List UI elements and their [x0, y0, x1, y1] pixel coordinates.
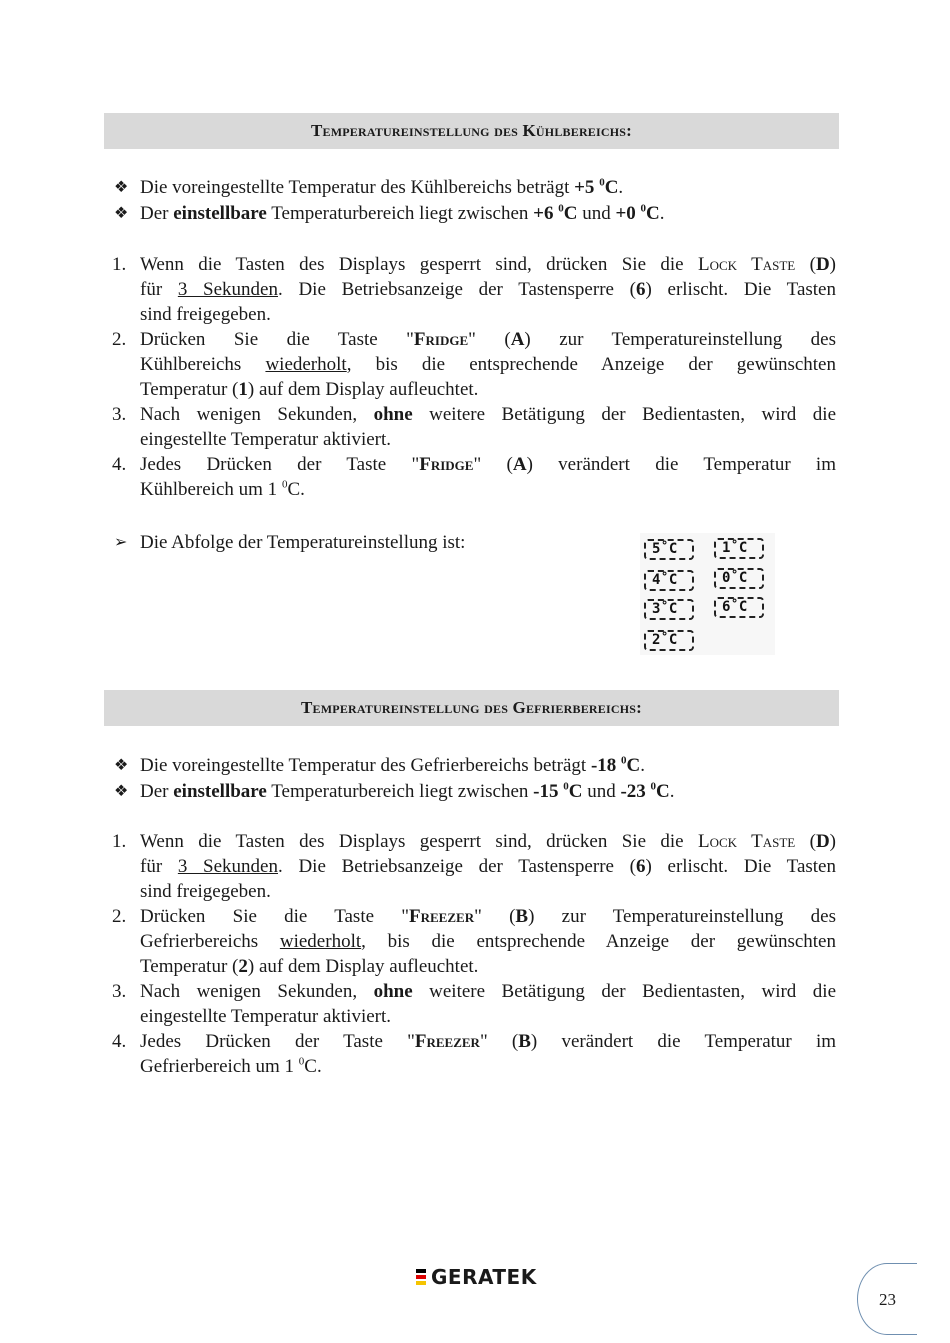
- bullet-default-temp: ❖ Die voreingestellte Temperatur des Gefrierbereichs beträgt -18 $^0$C.: [112, 753, 842, 779]
- diamond-bullet-icon: ❖: [114, 205, 129, 222]
- display-cell: 4˚C: [644, 570, 694, 591]
- bullet-list-freezer: [112, 753, 842, 805]
- bullet-list-fridge: [112, 175, 842, 227]
- diamond-bullet-icon: ❖: [114, 757, 129, 774]
- step-item: 2. Drücken Sie die Taste "Fridge" (A) zur Temperatureinstellung des Kühlbereichs wiederholt, bis die entsprechende Anzeige der gewünschten Temperatur (1) auf dem Display aufleuchtet.: [112, 329, 836, 400]
- section-heading-freezer: Temperatureinstellung des Gefrierbereichs:: [104, 690, 839, 726]
- display-cell: 5˚C: [644, 539, 694, 560]
- step-item: 1. Wenn die Tasten des Displays gesperrt sind, drücken Sie die Lock Taste (D) für 3 Sekunden. Die Betriebsanzeige der Tastensperre (6) erlischt. Die Tasten sind freigegeben.: [112, 831, 836, 902]
- step-item: 4. Jedes Drücken der Taste "Fridge" (A) verändert die Temperatur im Kühlbereich um 1 $^0$C.: [112, 454, 836, 500]
- bullet-temp-range: ❖ Der einstellbare Temperaturbereich liegt zwischen -15 $^0$C und -23 $^0$C.: [112, 779, 842, 805]
- step-item: 3. Nach wenigen Sekunden, ohne weitere Betätigung der Bedientasten, wird die eingestellte Temperatur aktiviert.: [112, 404, 836, 450]
- step-item: 3. Nach wenigen Sekunden, ohne weitere Betätigung der Bedientasten, wird die eingestellte Temperatur aktiviert.: [112, 981, 836, 1027]
- step-item: 4. Jedes Drücken der Taste "Freezer" (B) verändert die Temperatur im Gefrierbereich um 1 $^0$C.: [112, 1031, 836, 1077]
- brand-logo: GERATEK: [416, 1265, 537, 1289]
- display-cell: 1˚C: [714, 538, 764, 559]
- step-item: 1. Wenn die Tasten des Displays gesperrt sind, drücken Sie die Lock Taste (D) für 3 Sekunden. Die Betriebsanzeige der Tastensperre (6) erlischt. Die Tasten sind freigegeben.: [112, 254, 836, 325]
- display-cell: 0˚C: [714, 568, 764, 589]
- display-cell: 2˚C: [644, 630, 694, 651]
- display-cell: 6˚C: [714, 597, 764, 618]
- diamond-bullet-icon: ❖: [114, 783, 129, 800]
- bullet-temp-range: ❖ Der einstellbare Temperaturbereich liegt zwischen +6 $^0$C und +0 $^0$C.: [112, 201, 842, 227]
- temperature-sequence-figure: [640, 533, 775, 655]
- sequence-label: ➢ Die Abfolge der Temperatureinstellung ist:: [112, 530, 465, 556]
- page-number: 23: [857, 1263, 917, 1335]
- step-list-freezer: [112, 829, 836, 1079]
- diamond-bullet-icon: ❖: [114, 179, 129, 196]
- flag-icon: [416, 1268, 426, 1286]
- section-heading-fridge: Temperatureinstellung des Kühlbereichs:: [104, 113, 839, 149]
- bullet-default-temp: ❖ Die voreingestellte Temperatur des Kühlbereichs beträgt +5 $^0$C.: [112, 175, 842, 201]
- display-cell: 3˚C: [644, 599, 694, 620]
- arrow-bullet-icon: ➢: [114, 534, 128, 551]
- step-item: 2. Drücken Sie die Taste "Freezer" (B) zur Temperatureinstellung des Gefrierbereichs wiederholt, bis die entsprechende Anzeige der gewünschten Temperatur (2) auf dem Display aufleuchtet.: [112, 906, 836, 977]
- step-list-fridge: [112, 252, 836, 502]
